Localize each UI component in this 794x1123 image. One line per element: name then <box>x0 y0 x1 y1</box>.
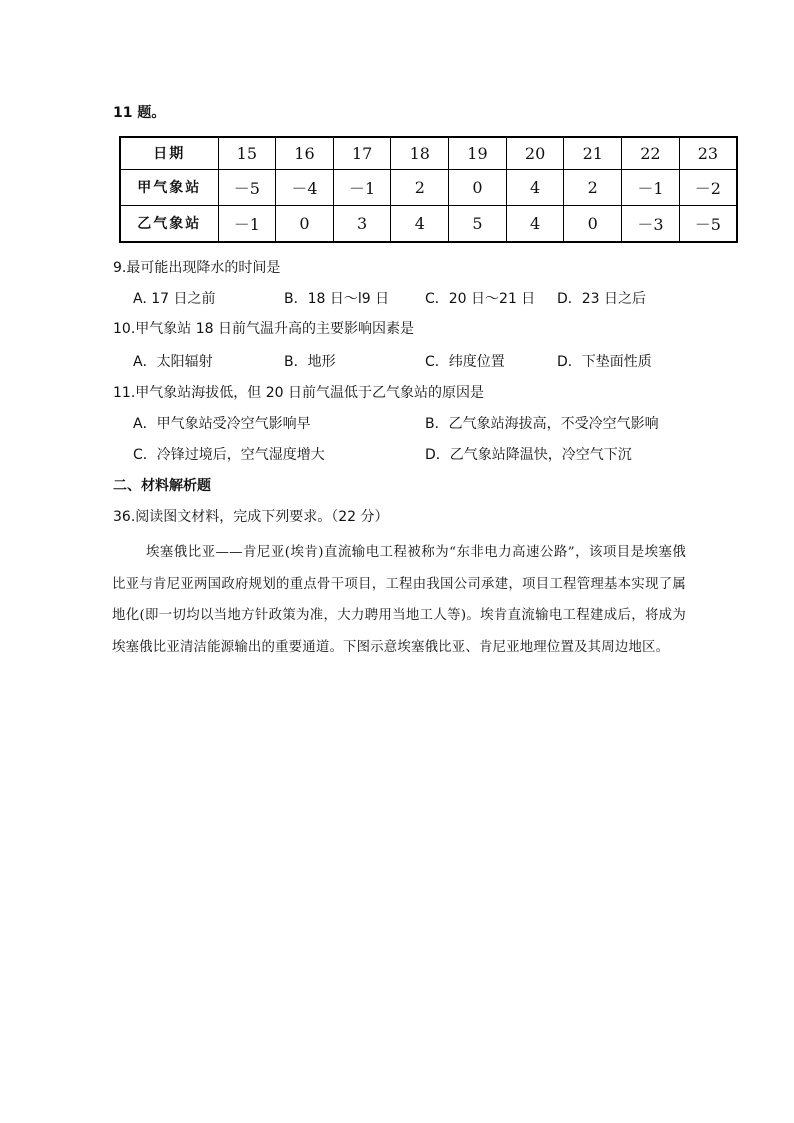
table-cell-temp: 0 <box>449 169 507 205</box>
table-cell-temp: 4 <box>506 205 564 242</box>
section-title: 二、材料解析题 <box>113 478 211 494</box>
question-11-stem: 11.甲气象站海拔低，但 20 日前气温低于乙气象站的原因是 <box>113 385 484 401</box>
table-cell-temp: 2 <box>564 169 622 205</box>
question-range-label: 11 题。 <box>113 105 166 121</box>
table-cell-temp: －2 <box>679 169 737 205</box>
question-9-option-c: C．20 日～21 日 <box>425 291 536 307</box>
table-cell-temp: 4 <box>391 205 449 242</box>
table-cell-date: 15 <box>218 137 276 169</box>
table-cell-temp: －1 <box>333 169 391 205</box>
table-cell-temp: －1 <box>622 169 680 205</box>
question-11-option-a: A．甲气象站受冷空气影响早 <box>133 416 311 432</box>
table-cell-date: 18 <box>391 137 449 169</box>
question-9-stem: 9.最可能出现降水的时间是 <box>113 260 281 276</box>
station-label-jia: 甲气象站 <box>120 169 218 205</box>
table-cell-date: 22 <box>622 137 680 169</box>
question-10-option-b: B．地形 <box>284 354 336 370</box>
question-11-option-b: B．乙气象站海拔高，不受冷空气影响 <box>425 416 659 432</box>
table-cell-temp: 0 <box>564 205 622 242</box>
table-cell-temp: －5 <box>679 205 737 242</box>
question-9-option-d: D．23 日之后 <box>557 291 647 307</box>
station-label-yi: 乙气象站 <box>120 205 218 242</box>
table-cell-date: 19 <box>449 137 507 169</box>
table-cell-temp: －3 <box>622 205 680 242</box>
table-cell-temp: 5 <box>449 205 507 242</box>
question-10-option-d: D．下垫面性质 <box>557 354 652 370</box>
question-36-stem: 36.阅读图文材料，完成下列要求。（22 分） <box>113 509 389 525</box>
question-9-option-b: B．18 日～l9 日 <box>284 291 390 307</box>
table-cell-temp: －1 <box>218 205 276 242</box>
table-cell-temp: 4 <box>506 169 564 205</box>
table-cell-temp: 2 <box>391 169 449 205</box>
question-10-stem: 10.甲气象站 18 日前气温升高的主要影响因素是 <box>113 321 414 337</box>
question-11-option-c: C．冷锋过境后，空气湿度增大 <box>133 447 325 463</box>
table-row-station-jia <box>120 169 737 205</box>
question-10-option-c: C．纬度位置 <box>425 354 505 370</box>
question-10-option-a: A．太阳辐射 <box>133 354 213 370</box>
temperature-table <box>119 136 738 243</box>
material-paragraph: 埃塞俄比亚——肯尼亚(埃肯)直流输电工程被称为“东非电力高速公路”，该项目是埃塞俄比亚与肯尼亚两国政府规划的重点骨干项目，工程由我国公司承建，项目工程管理基本实现了属地化(即一切均以当地方针政策为准，大力聘用当地工人等)。埃肯直流输电工程建成后，将成为埃塞俄比亚清洁能源输出的重要通道。下图示意埃塞俄比亚、肯尼亚地理位置及其周边地区。 <box>112 545 686 655</box>
table-cell-date: 23 <box>679 137 737 169</box>
table-header-date-label: 日期 <box>120 137 218 169</box>
table-cell-date: 20 <box>506 137 564 169</box>
question-11-option-d: D．乙气象站降温快，冷空气下沉 <box>425 447 632 463</box>
table-row-station-yi <box>120 205 737 242</box>
table-cell-temp: 0 <box>276 205 334 242</box>
table-cell-temp: －4 <box>276 169 334 205</box>
table-row-dates <box>120 137 737 169</box>
table-cell-date: 16 <box>276 137 334 169</box>
table-cell-date: 21 <box>564 137 622 169</box>
table-cell-temp: －5 <box>218 169 276 205</box>
table-cell-date: 17 <box>333 137 391 169</box>
table-cell-temp: 3 <box>333 205 391 242</box>
question-9-option-a: A. 17 日之前 <box>133 291 216 307</box>
